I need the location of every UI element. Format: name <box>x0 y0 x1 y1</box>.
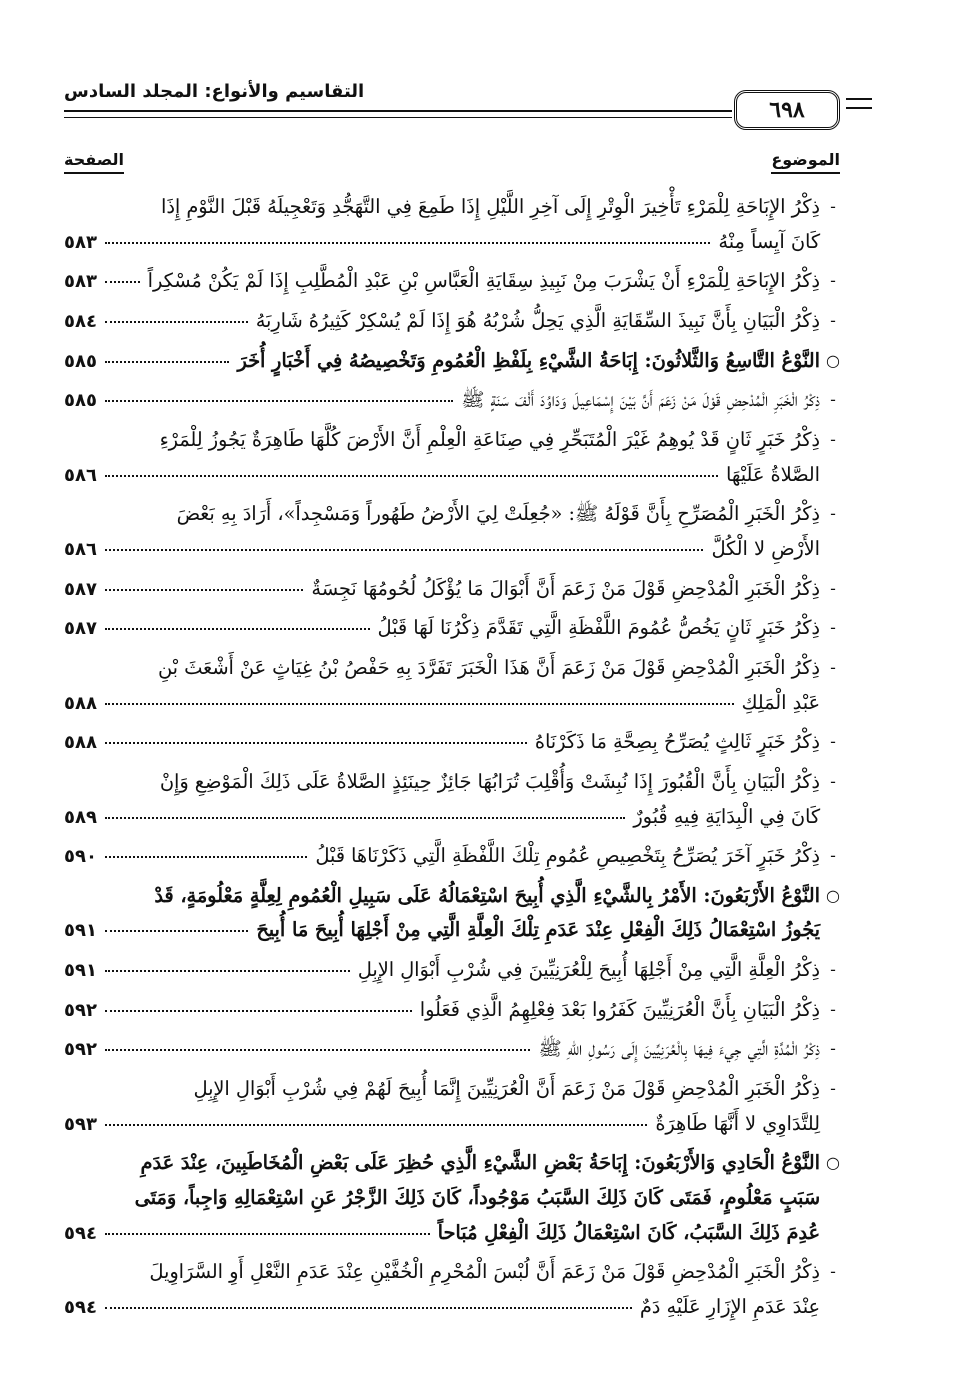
dash-bullet-icon: - <box>830 578 836 598</box>
section-heading-entry <box>64 344 842 380</box>
section-heading-entry <box>64 1146 842 1251</box>
index-entry <box>64 651 842 721</box>
entry-text-line: ذِكْرُ الْخَبَرِ الْمُصَرِّحِ بِأَنَّ قَوْلَهُ ﷺ: «جُعِلَتْ لِيَ الأَرْضُ طَهُوراً وَمَسْجِداً»، أَرَادَ بِهِ بَعْضَ <box>176 502 820 526</box>
entry-text-tail: ذِكْرُ الْمُدَّةِ الَّتِي جِيءَ فِيهَا بِالْعُرَنِيِّينَ إِلَى رَسُولِ اللهِ ﷺ <box>538 1037 820 1061</box>
entry-text-line: ذِكْرُ الْخَبَرِ الْمُدْحِضِ قَوْلَ مَنْ زَعَمَ أَنَّ لُبْسَ الْمُحْرِمِ الْخُفَّيْنِ عِنْدَ عَدَمِ النَّعْلِ أَوِ السَّرَاوِيلَ <box>149 1260 820 1284</box>
index-entry <box>64 839 842 875</box>
dot-leader <box>105 1049 530 1051</box>
dot-leader <box>105 856 307 858</box>
entry-text-line: النَّوْعُ الْحَادِي وَالأَرْبَعُونَ: إِبَاحَةُ بَعْضِ الشَّيْءِ الَّذِي حُظِرَ عَلَى بَعْضِ الْمُخَاطَبِينَ، عِنْدَ عَدَمِ <box>140 1151 820 1175</box>
dot-leader <box>105 281 140 283</box>
entry-page-number: ٥٨٧ <box>64 618 97 640</box>
entry-text-line: ذِكْرُ الْخَبَرِ الْمُدْحِضِ قَوْلَ مَنْ زَعَمَ أَنَّ هَذَا الْخَبَرَ تَفَرَّدَ بِهِ حَفْصُ بْنُ غِيَاثٍ عَنْ أَشْعَثَ بْنِ <box>158 655 820 679</box>
entry-last-line <box>64 1290 820 1326</box>
dash-bullet-icon: - <box>830 271 836 291</box>
entry-last-line <box>64 458 820 494</box>
entry-last-line <box>64 225 820 261</box>
entry-page-number: ٥٩٣ <box>64 1113 97 1135</box>
entry-text-line: ذِكْرُ الإِبَاحَةِ لِلْمَرْءِ تَأْخِيرَ الْوِتْرِ إِلَى آخِرِ اللَّيْلِ إِذَا طَمِعَ فِي التَّهَجُّدِ وَتَعْجِيلَهُ قَبْلَ النَّوْمِ إِذَا <box>161 195 820 218</box>
entry-last-line <box>64 264 820 300</box>
header-rule <box>64 110 732 118</box>
entry-text-tail: ذِكْرُ الإِبَاحَةِ لِلْمَرْءِ أَنْ يَشْرَبَ مِنْ نَبِيذِ سِقَايَةِ الْعَبَّاسِ بْنِ عَبْدِ الْمُطَّلِبِ إِذَا لَمْ يَكُنْ مُسْكِراً <box>147 269 820 293</box>
entry-text-tail: الأَرْضِ لا الْكُلَّ <box>711 536 820 560</box>
entry-page-number: ٥٩٠ <box>64 846 97 868</box>
dash-bullet-icon: - <box>830 999 836 1019</box>
entry-page-number: ٥٨٤ <box>64 310 97 332</box>
entry-text-tail: كَانَ فِي الْبِدَايَةِ فِيهِ قُبُورٌ <box>633 804 820 828</box>
entry-text-tail: الصَّلاةُ عَلَيْهَا <box>725 462 820 486</box>
entry-last-line <box>64 1032 820 1068</box>
index-entry <box>64 953 842 989</box>
entry-text-line: ذِكْرُ الْخَبَرِ الْمُدْحِضِ قَوْلَ مَنْ زَعَمَ أَنَّ الْعُرَنِيِّينَ إِنَّمَا أُبِيحَ لَهُمْ فِي شُرْبِ أَبْوَالِ الإِبِلِ <box>193 1077 820 1101</box>
entry-text-tail: ذِكْرُ الْخَبَرِ الْمُدْحِضِ قَوْلَ مَنْ زَعَمَ أَنَّ بَيْنَ إِسْمَاعِيلَ وَدَاوُدَ أَلْفَ سَنَةٍ ﷺ <box>461 388 820 412</box>
dot-leader <box>105 628 370 630</box>
entry-page-number: ٥٨٣ <box>64 231 97 253</box>
entry-last-line <box>64 686 820 722</box>
entry-page-number: ٥٨٧ <box>64 578 97 600</box>
entry-last-line <box>64 725 820 761</box>
entry-last-line <box>64 953 820 989</box>
entry-page-number: ٥٨٥ <box>64 390 97 412</box>
entry-text-tail: ذِكْرُ خَبَرٍ ثَانٍ يَخُصُّ عُمُومَ اللَّفْظَةِ الَّتِي تَقَدَّمَ ذِكْرُنَا لَهَا قَبْلُ <box>377 616 820 640</box>
page-number: ٦٩٨ <box>734 90 840 130</box>
dash-bullet-icon: - <box>830 657 836 677</box>
running-title: التقاسيم والأنواع: المجلد السادس <box>64 81 365 102</box>
entry-page-number: ٥٨٨ <box>64 732 97 754</box>
entry-page-number: ٥٨٦ <box>64 538 97 560</box>
index-entry <box>64 497 842 567</box>
dot-leader <box>105 817 625 819</box>
dash-bullet-icon: - <box>830 1262 836 1282</box>
circle-bullet-icon: ○ <box>826 1153 840 1173</box>
entry-page-number: ٥٨٥ <box>64 350 97 372</box>
index-entry <box>64 572 842 608</box>
dash-bullet-icon: - <box>830 618 836 638</box>
entry-text-tail: ذِكْرُ الْبَيَانِ بِأَنَّ الْعُرَنِيِّينَ كَفَرُوا بَعْدَ فِعْلِهِمُ الَّذِي فَعَلُوا <box>419 997 820 1021</box>
entry-text-tail: عَبْدِ الْمَلِكِ <box>741 690 820 714</box>
dash-bullet-icon: - <box>830 846 836 866</box>
entry-page-number: ٥٨٩ <box>64 806 97 828</box>
dot-leader <box>105 703 734 705</box>
dash-bullet-icon: - <box>830 310 836 330</box>
column-headings <box>64 150 840 178</box>
index-entry <box>64 1032 842 1068</box>
dot-leader <box>105 1010 412 1012</box>
circle-bullet-icon: ○ <box>826 885 840 905</box>
entry-page-number: ٥٩١ <box>64 920 97 942</box>
index-entry <box>64 1072 842 1142</box>
dot-leader <box>105 400 453 402</box>
index-entry <box>64 304 842 340</box>
dash-bullet-icon: - <box>830 1079 836 1099</box>
dash-bullet-icon: - <box>830 1039 836 1059</box>
entry-text-tail: لِلتَّدَاوِي لا أَنَّهَا طَاهِرَةٌ <box>655 1111 820 1135</box>
entry-last-line <box>64 839 820 875</box>
ornament-rule <box>846 98 872 109</box>
entry-text-tail: عُدِمَ ذَلِكَ السَّبَبُ، كَانَ اسْتِعْمَالُ ذَلِكَ الْفِعْلِ مُبَاحاً <box>437 1220 820 1244</box>
entry-text-tail: ذِكْرُ خَبَرٍ ثَالِثٍ يُصَرِّحُ بِصِحَّةِ مَا ذَكَرْنَاهُ <box>534 730 820 754</box>
index-entry <box>64 611 842 647</box>
section-heading-entry <box>64 879 842 949</box>
entry-last-line <box>64 611 820 647</box>
dot-leader <box>105 475 718 477</box>
dot-leader <box>105 321 248 323</box>
subject-heading: الموضوع <box>771 150 840 174</box>
index-entry <box>64 993 842 1029</box>
index-entry <box>64 264 842 300</box>
entry-text-line: سَبَبٍ مَعْلُومٍ، فَمَتَى كَانَ ذَلِكَ السَّبَبُ مَوْجُوداً، كَانَ ذَلِكَ الزَّجْرُ عَنِ اسْتِعْمَالِهِ وَاجِباً، وَمَتَى <box>134 1186 820 1210</box>
dash-bullet-icon: - <box>830 771 836 791</box>
entry-text-line: ذِكْرُ خَبَرٍ ثَانٍ قَدْ يُوهِمُ غَيْرَ الْمُتَبَحِّرِ فِي صِنَاعَةِ الْعِلْمِ أَنَّ الأَرْضَ كُلَّهَا طَاهِرَةٌ يَجُوزُ لِلْمَرْءِ <box>159 427 820 451</box>
entry-text-line: ذِكْرُ الْبَيَانِ بِأَنَّ الْقُبُورَ إِذَا نُبِشَتْ وَأُقْلِبَ تُرَابُهَا جَائِزٌ حِينَئِذٍ الصَّلاةُ عَلَى ذَلِكَ الْمَوْضِعِ وَإِنْ <box>159 769 820 793</box>
entry-page-number: ٥٨٨ <box>64 692 97 714</box>
entry-last-line <box>64 383 820 419</box>
dot-leader <box>105 970 350 972</box>
entry-last-line <box>64 344 820 380</box>
dash-bullet-icon: - <box>830 732 836 752</box>
entry-page-number: ٥٩٤ <box>64 1222 97 1244</box>
entry-last-line <box>64 1216 820 1252</box>
entry-text-tail: يَجُوزُ اسْتِعْمَالُ ذَلِكَ الْفِعْلِ عِنْدَ عَدَمِ تِلْكَ الْعِلَّةِ الَّتِي مِنْ أَجْلِهَا أُبِيحَ مَا أُبِيحَ <box>256 918 820 942</box>
entry-page-number: ٥٨٦ <box>64 464 97 486</box>
entry-text-line: النَّوْعُ الأَرْبَعُونَ: الأَمْرُ بِالشَّيْءِ الَّذِي أُبِيحَ اسْتِعْمَالُهُ عَلَى سَبِيلِ الْعُمُومِ لِعِلَّةٍ مَعْلُومَةٍ، قَدْ <box>154 883 820 907</box>
entry-text-tail: ذِكْرُ الْعِلَّةِ الَّتِي مِنْ أَجْلِهَا أُبِيحَ لِلْعُرَنِيِّينَ فِي شُرْبِ أَبْوَالِ الإِبِلِ <box>357 958 820 982</box>
circle-bullet-icon: ○ <box>826 350 840 370</box>
entry-last-line <box>64 993 820 1029</box>
entry-last-line <box>64 572 820 608</box>
dot-leader <box>105 742 527 744</box>
entry-text-tail: ذِكْرُ الْبَيَانِ بِأَنَّ نَبِيذَ السِّقَايَةِ الَّذِي يَحِلُّ شُرْبُهُ هُوَ إِذَا لَمْ يُسْكِرْ كَثِيرُهُ شَارِبَهُ <box>255 308 820 332</box>
dot-leader <box>105 549 703 551</box>
dot-leader <box>105 1233 430 1235</box>
dot-leader <box>105 1307 632 1309</box>
dot-leader <box>105 930 248 932</box>
page-heading: الصفحة <box>64 150 124 174</box>
index-entry <box>64 1255 842 1325</box>
entry-page-number: ٥٩٢ <box>64 999 97 1021</box>
dot-leader <box>105 361 230 363</box>
dot-leader <box>105 242 710 244</box>
index-entry <box>64 423 842 493</box>
index-entry <box>64 765 842 835</box>
index-entry <box>64 190 842 260</box>
dash-bullet-icon: - <box>830 429 836 449</box>
entry-last-line <box>64 532 820 568</box>
entry-text-tail: ذِكْرُ الْخَبَرِ الْمُدْحِضِ قَوْلَ مَنْ زَعَمَ أَنَّ أَبْوَالَ مَا يُؤْكَلُ لُحُومُهَا نَجِسَةٌ <box>311 576 820 600</box>
entry-last-line <box>64 913 820 949</box>
page-header <box>64 76 840 136</box>
dash-bullet-icon: - <box>830 197 836 216</box>
entry-text-tail: كَانَ آيِساً مِنْهُ <box>718 229 820 253</box>
entry-last-line <box>64 304 820 340</box>
index-entries <box>64 190 842 1330</box>
dash-bullet-icon: - <box>830 504 836 524</box>
dash-bullet-icon: - <box>830 390 836 410</box>
entry-page-number: ٥٨٣ <box>64 271 97 293</box>
dot-leader <box>105 1124 647 1126</box>
entry-text-tail: ذِكْرُ خَبَرٍ آخَرَ يُصَرِّحُ بِتَخْصِيصِ عُمُومِ تِلْكَ اللَّفْظَةِ الَّتِي ذَكَرْنَاهَا قَبْلُ <box>315 844 820 868</box>
entry-text-tail: عِنْدَ عَدَمِ الإِزَارِ عَلَيْهِ دَمٌ <box>639 1295 820 1319</box>
entry-page-number: ٥٩٢ <box>64 1039 97 1061</box>
dash-bullet-icon: - <box>830 960 836 980</box>
index-entry <box>64 725 842 761</box>
dot-leader <box>105 589 303 591</box>
index-entry <box>64 383 842 419</box>
entry-last-line <box>64 800 820 836</box>
entry-page-number: ٥٩١ <box>64 960 97 982</box>
entry-page-number: ٥٩٤ <box>64 1297 97 1319</box>
entry-last-line <box>64 1107 820 1143</box>
entry-text-tail: النَّوْعُ التَّاسِعُ وَالثَّلاثُونَ: إِبَاحَةُ الشَّيْءِ بِلَفْظِ الْعُمُومِ وَتَخْصِيصُهُ فِي أَخْبَارٍ أُخَرَ <box>237 348 820 372</box>
